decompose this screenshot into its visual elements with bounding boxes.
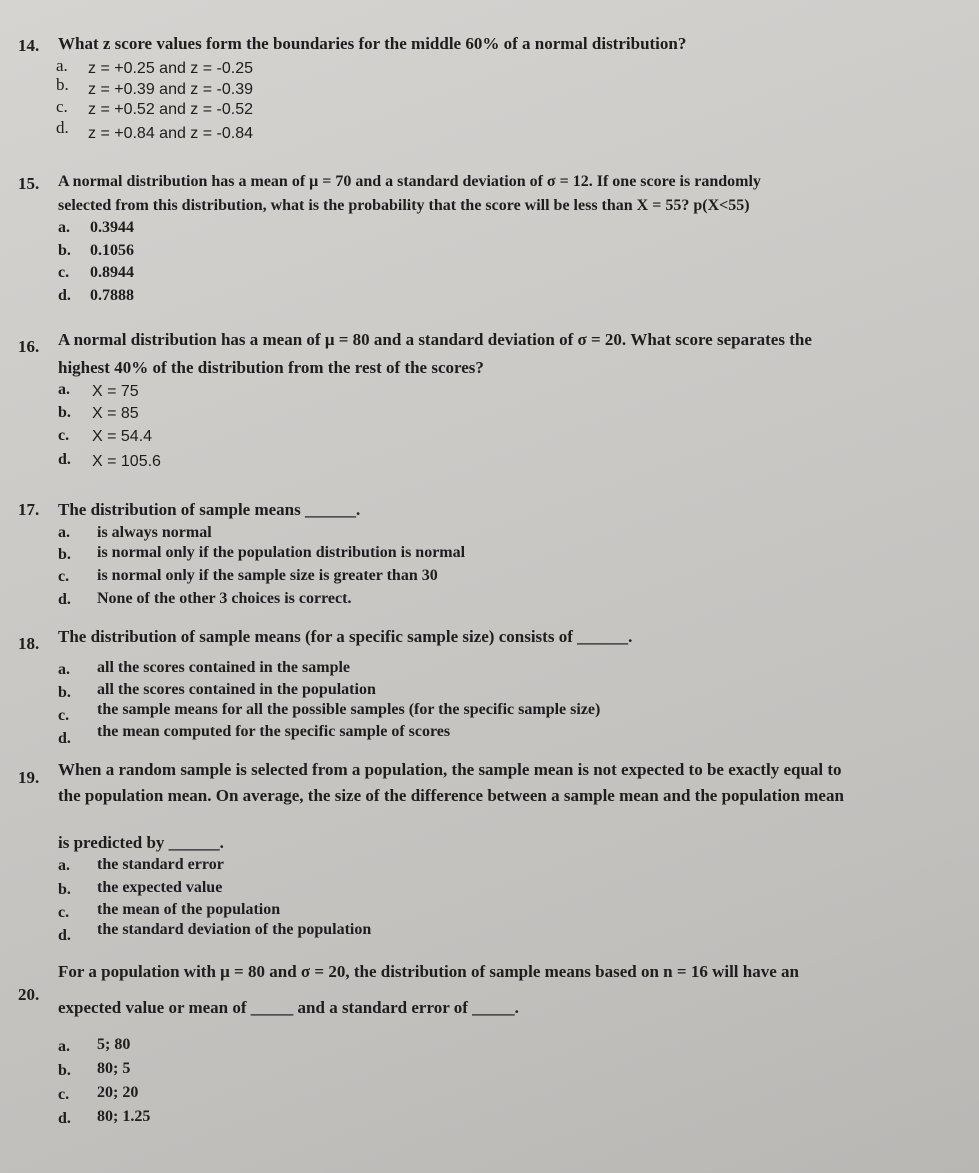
- option-letter: d.: [58, 730, 71, 747]
- question-text: A normal distribution has a mean of μ = 70 and a standard deviation of σ = 12. If one score is randomly: [58, 173, 761, 190]
- question-text: selected from this distribution, what is the probability that the score will be less than X = 55? p(X<55): [58, 197, 750, 214]
- option-text[interactable]: the expected value: [97, 879, 223, 896]
- question-text: When a random sample is selected from a population, the sample mean is not expected to be exactly equal to: [58, 760, 842, 779]
- option-text[interactable]: X = 54.4: [92, 428, 153, 445]
- option-letter: a.: [58, 857, 70, 874]
- option-text[interactable]: 0.1056: [90, 242, 134, 259]
- option-letter: b.: [58, 546, 71, 563]
- option-text[interactable]: z = +0.52 and z = -0.52: [88, 101, 254, 118]
- option-letter: a.: [58, 524, 70, 541]
- question-text: is predicted by ______.: [58, 833, 224, 852]
- option-text[interactable]: is normal only if the sample size is greater than 30: [97, 567, 438, 584]
- option-letter: b.: [56, 75, 69, 94]
- option-letter: a.: [58, 1038, 70, 1055]
- option-letter: a.: [58, 219, 70, 236]
- option-letter: b.: [58, 404, 71, 421]
- option-text[interactable]: X = 85: [92, 405, 139, 422]
- option-letter: a.: [58, 661, 70, 678]
- option-text[interactable]: the mean of the population: [97, 901, 281, 918]
- question-text: For a population with μ = 80 and σ = 20, the distribution of sample means based on n = 16 will have an: [58, 962, 799, 981]
- question-number: 20.: [18, 985, 40, 1004]
- option-text[interactable]: is always normal: [97, 524, 212, 541]
- option-letter: b.: [58, 684, 71, 701]
- option-letter: b.: [58, 1062, 71, 1079]
- option-letter: c.: [58, 264, 70, 281]
- option-letter: b.: [58, 881, 71, 898]
- option-text[interactable]: all the scores contained in the sample: [97, 659, 351, 676]
- option-text[interactable]: the sample means for all the possible samples (for the specific sample size): [97, 701, 601, 718]
- question-text: expected value or mean of _____ and a standard error of _____.: [58, 998, 519, 1017]
- option-letter: d.: [58, 591, 71, 608]
- option-text[interactable]: 20; 20: [97, 1084, 139, 1101]
- option-letter: b.: [58, 242, 71, 259]
- question-text: A normal distribution has a mean of μ = 80 and a standard deviation of σ = 20. What score separates the: [58, 330, 812, 349]
- option-text[interactable]: 80; 1.25: [97, 1108, 151, 1125]
- option-letter: d.: [58, 287, 71, 304]
- option-letter: d.: [58, 927, 71, 944]
- question-number: 14.: [18, 36, 40, 55]
- question-number: 18.: [18, 634, 40, 653]
- option-text[interactable]: all the scores contained in the population: [97, 681, 376, 698]
- option-letter: d.: [58, 1110, 71, 1127]
- option-letter: c.: [58, 568, 70, 585]
- option-text[interactable]: the mean computed for the specific sample of scores: [97, 723, 451, 740]
- option-letter: c.: [58, 1086, 70, 1103]
- option-letter: a.: [58, 381, 70, 398]
- option-text[interactable]: the standard deviation of the population: [97, 921, 372, 938]
- option-text[interactable]: 80; 5: [97, 1060, 131, 1077]
- question-text: The distribution of sample means ______.: [58, 500, 361, 519]
- question-text: the population mean. On average, the size of the difference between a sample mean and the population mean: [58, 786, 844, 805]
- question-text: What z score values form the boundaries for the middle 60% of a normal distribution?: [58, 34, 687, 53]
- option-letter: d.: [58, 451, 71, 468]
- option-text[interactable]: 5; 80: [97, 1036, 131, 1053]
- option-letter: c.: [58, 904, 70, 921]
- option-text[interactable]: z = +0.25 and z = -0.25: [88, 60, 254, 77]
- option-text[interactable]: is normal only if the population distribution is normal: [97, 544, 466, 561]
- option-text[interactable]: the standard error: [97, 856, 224, 873]
- question-number: 17.: [18, 500, 40, 519]
- option-text[interactable]: 0.3944: [90, 219, 134, 236]
- option-letter: d.: [56, 118, 69, 137]
- option-letter: c.: [58, 427, 70, 444]
- option-letter: c.: [58, 707, 70, 724]
- question-text: The distribution of sample means (for a specific sample size) consists of ______.: [58, 627, 633, 646]
- option-text[interactable]: 0.8944: [90, 264, 134, 281]
- question-text: highest 40% of the distribution from the rest of the scores?: [58, 358, 484, 377]
- option-letter: a.: [56, 56, 68, 75]
- option-text[interactable]: None of the other 3 choices is correct.: [97, 590, 352, 607]
- option-letter: c.: [56, 97, 68, 116]
- question-number: 19.: [18, 768, 40, 787]
- option-text[interactable]: X = 105.6: [92, 453, 161, 470]
- option-text[interactable]: X = 75: [92, 383, 139, 400]
- option-text[interactable]: 0.7888: [90, 287, 134, 304]
- option-text[interactable]: z = +0.84 and z = -0.84: [88, 125, 254, 142]
- option-text[interactable]: z = +0.39 and z = -0.39: [88, 81, 254, 98]
- question-number: 15.: [18, 174, 40, 193]
- question-number: 16.: [18, 337, 40, 356]
